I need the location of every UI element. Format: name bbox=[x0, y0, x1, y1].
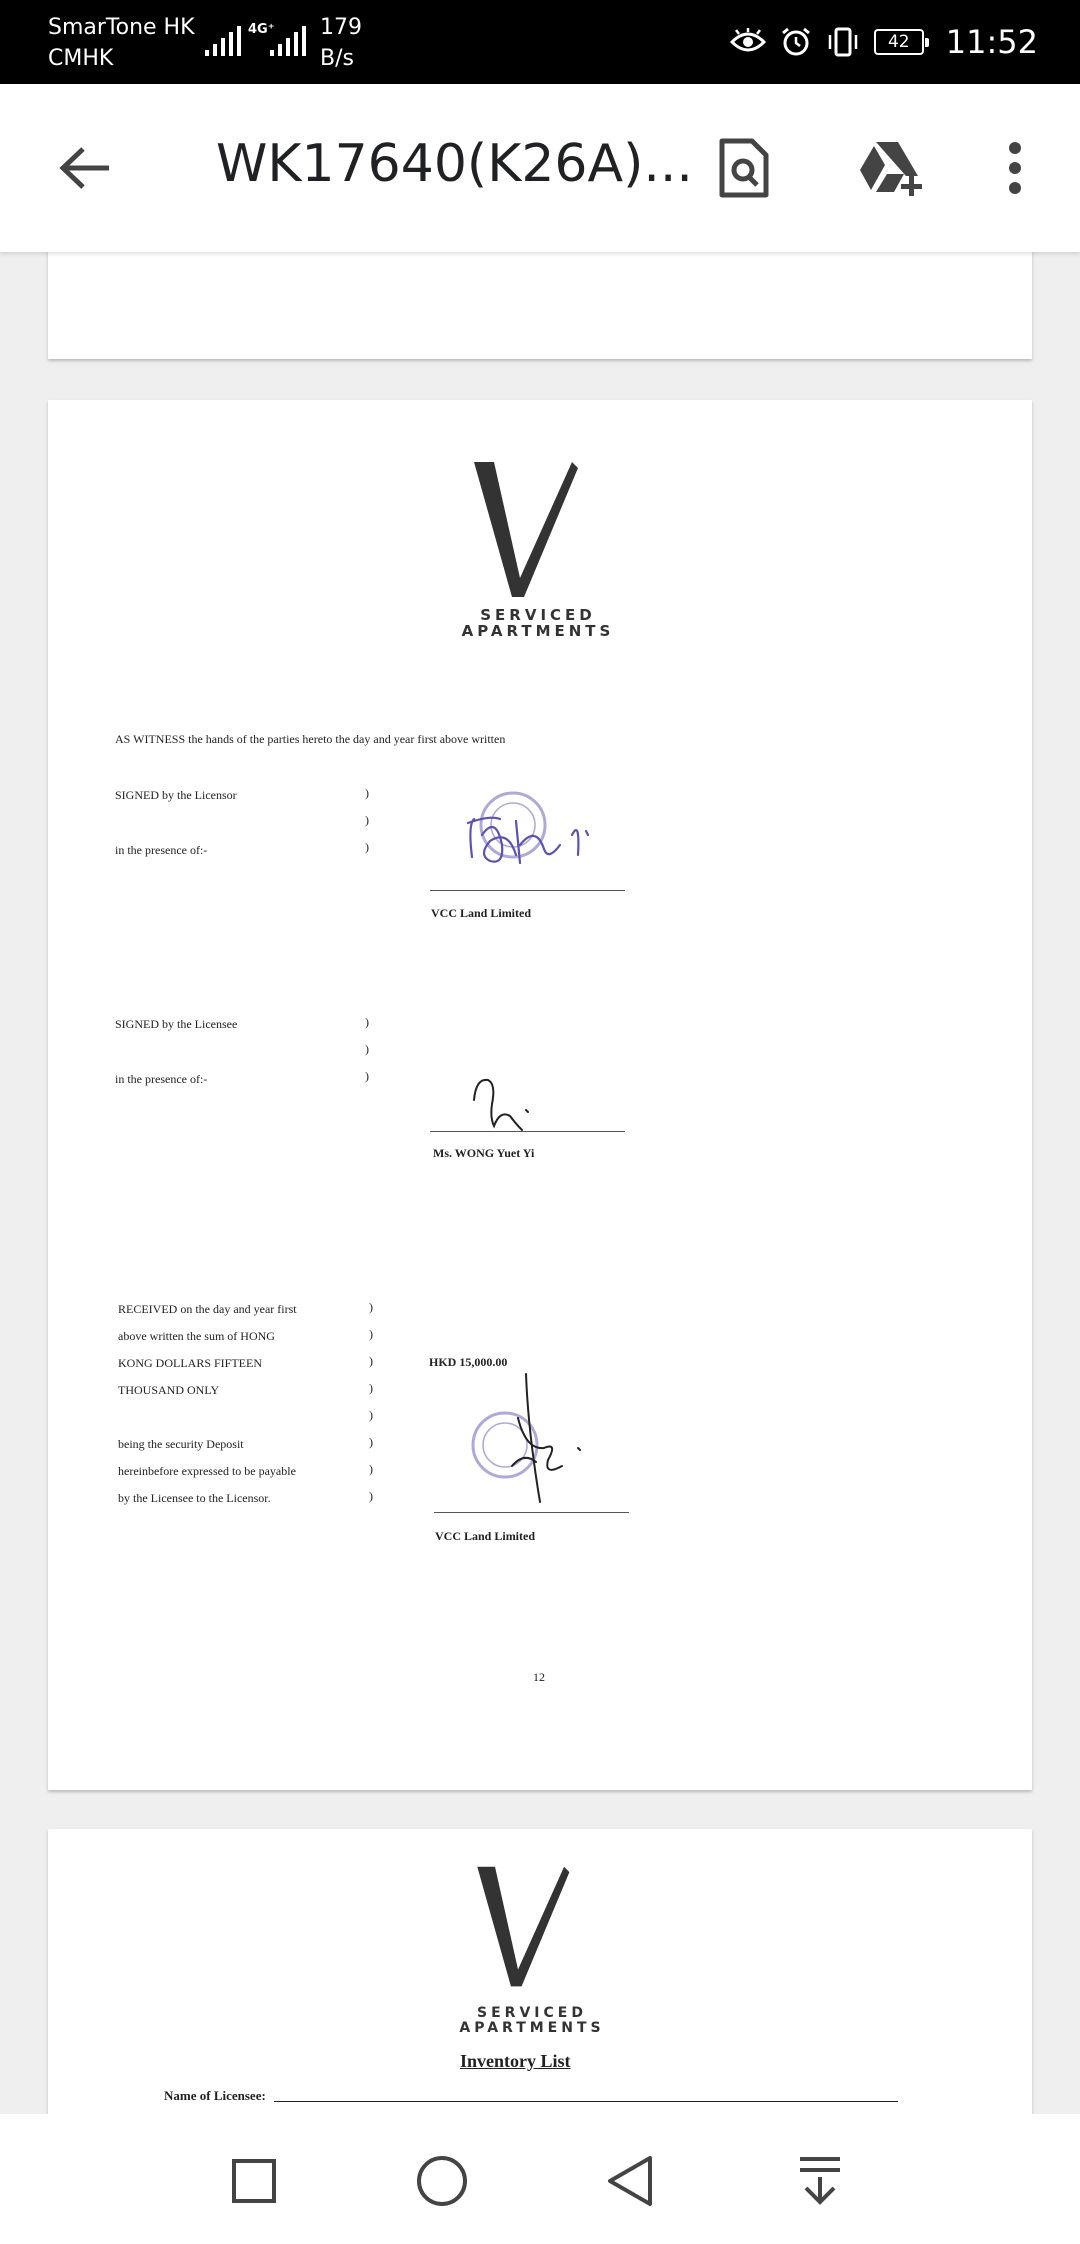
receiver-signature bbox=[488, 1370, 618, 1510]
home-button[interactable] bbox=[402, 2146, 482, 2216]
recents-square-icon bbox=[231, 2158, 277, 2204]
alarm-icon bbox=[780, 26, 812, 58]
document-page-13 bbox=[48, 1829, 1032, 2114]
back-triangle-icon bbox=[606, 2155, 654, 2207]
received-line: RECEIVED on the day and year first bbox=[118, 1302, 297, 1316]
licensor-name: VCC Land Limited bbox=[431, 906, 532, 920]
received-line: being the security Deposit bbox=[118, 1437, 244, 1451]
bracket: ) bbox=[365, 1015, 369, 1029]
bracket: ) bbox=[369, 1489, 373, 1503]
logo-subtitle: SERVICED APARTMENTS bbox=[461, 606, 615, 640]
receiver-name: VCC Land Limited bbox=[435, 1529, 536, 1543]
bracket: ) bbox=[369, 1354, 373, 1368]
licensee-signed-label: SIGNED by the Licensee bbox=[115, 1017, 238, 1031]
status-bar bbox=[0, 0, 1080, 84]
received-line: THOUSAND ONLY bbox=[118, 1383, 220, 1397]
received-line: above written the sum of HONG bbox=[118, 1329, 275, 1343]
more-options-button[interactable] bbox=[990, 132, 1040, 204]
bracket: ) bbox=[365, 1069, 369, 1083]
bracket: ) bbox=[365, 840, 369, 854]
received-line: hereinbefore expressed to be payable bbox=[118, 1464, 296, 1478]
licensor-signed-label: SIGNED by the Licensor bbox=[115, 788, 237, 802]
clock: 11:52 bbox=[945, 23, 1038, 61]
licensor-signature bbox=[460, 795, 640, 885]
received-line: KONG DOLLARS FIFTEEN bbox=[118, 1356, 262, 1370]
v-logo-icon bbox=[476, 1865, 576, 1989]
received-line: by the Licensee to the Licensor. bbox=[118, 1491, 271, 1505]
bracket: ) bbox=[369, 1327, 373, 1341]
network-speed: 179 B/s bbox=[320, 15, 362, 71]
battery-icon: 42 bbox=[874, 29, 924, 55]
find-in-document-button[interactable] bbox=[712, 132, 776, 204]
back-button[interactable] bbox=[50, 136, 120, 200]
licensee-signature bbox=[466, 1070, 586, 1140]
signal-strength-icon-2 bbox=[270, 26, 306, 58]
bracket: ) bbox=[369, 1408, 373, 1422]
receiver-signature-line bbox=[434, 1512, 629, 1513]
licensor-signature-line bbox=[430, 890, 625, 891]
back-nav-button[interactable] bbox=[590, 2146, 670, 2216]
add-to-drive-icon bbox=[854, 138, 926, 198]
bracket: ) bbox=[369, 1462, 373, 1476]
licensee-signature-line bbox=[430, 1131, 625, 1132]
add-to-drive-button[interactable] bbox=[850, 132, 930, 204]
deposit-amount: HKD 15,000.00 bbox=[429, 1355, 508, 1369]
licensee-presence-label: in the presence of:- bbox=[115, 1072, 208, 1086]
bracket: ) bbox=[365, 813, 369, 827]
document-viewer[interactable] bbox=[0, 252, 1080, 2114]
notification-pulldown-button[interactable] bbox=[780, 2146, 860, 2216]
navigation-bar bbox=[0, 2114, 1080, 2244]
notification-pulldown-icon bbox=[797, 2155, 843, 2207]
bracket: ) bbox=[365, 786, 369, 800]
v-logo-icon bbox=[474, 460, 584, 600]
network-type-label: 4G⁺ bbox=[248, 22, 275, 37]
bracket: ) bbox=[369, 1435, 373, 1449]
bracket: ) bbox=[369, 1300, 373, 1314]
more-vert-icon bbox=[1007, 142, 1023, 194]
bracket: ) bbox=[369, 1381, 373, 1395]
signal-strength-icon bbox=[205, 26, 241, 58]
document-page-11 bbox=[48, 252, 1032, 359]
document-page-12 bbox=[48, 400, 1032, 1790]
vibrate-icon bbox=[826, 26, 860, 58]
eye-comfort-icon bbox=[730, 28, 766, 56]
find-in-file-icon bbox=[718, 137, 770, 199]
page-number: 12 bbox=[533, 1670, 545, 1684]
home-circle-icon bbox=[416, 2155, 468, 2207]
bracket: ) bbox=[365, 1042, 369, 1056]
app-bar bbox=[0, 84, 1080, 252]
licensor-presence-label: in the presence of:- bbox=[115, 843, 208, 857]
document-title: WK17640(K26A)... bbox=[216, 134, 693, 194]
licensee-name: Ms. WONG Yuet Yi bbox=[433, 1146, 535, 1160]
carrier-label: SmarTone HK CMHK bbox=[48, 15, 195, 71]
name-of-licensee-label: Name of Licensee: bbox=[164, 2088, 266, 2103]
inventory-list-heading: Inventory List bbox=[460, 2051, 571, 2071]
logo-subtitle: SERVICED APARTMENTS bbox=[459, 2005, 605, 2036]
witness-text: AS WITNESS the hands of the parties hereto the day and year first above written bbox=[115, 732, 506, 746]
name-of-licensee-line bbox=[274, 2101, 898, 2102]
recents-button[interactable] bbox=[214, 2146, 294, 2216]
back-arrow-icon bbox=[59, 146, 111, 190]
